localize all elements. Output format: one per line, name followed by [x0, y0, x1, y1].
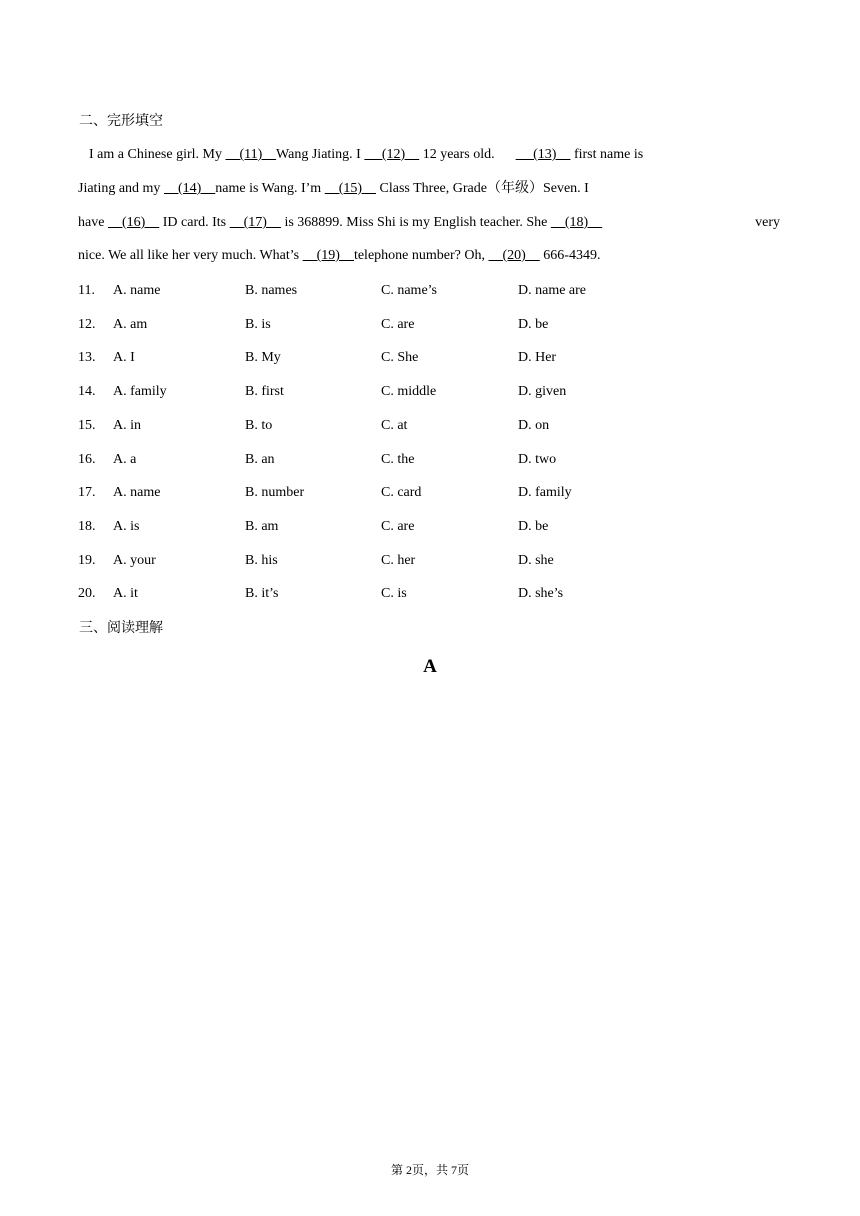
- blank-13: (13): [515, 147, 571, 162]
- option-d: D. she’s: [518, 586, 564, 601]
- blank-17: (17): [229, 215, 281, 230]
- blank-18: (18): [550, 215, 603, 230]
- question-row: [78, 382, 778, 402]
- option-c: C. at: [381, 418, 408, 433]
- passage-text: telephone number? Oh,: [353, 248, 489, 263]
- blank-16: (16): [107, 215, 160, 230]
- question-number: 13.: [78, 350, 96, 365]
- option-c: C. card: [381, 485, 422, 500]
- question-row: [78, 483, 778, 503]
- question-row: [78, 315, 778, 335]
- passage-heading: A: [423, 656, 437, 677]
- option-b: B. is: [245, 317, 271, 332]
- option-d: D. be: [518, 519, 549, 534]
- option-c: C. are: [381, 519, 415, 534]
- option-a: A. I: [113, 350, 135, 365]
- option-a: A. family: [113, 384, 167, 399]
- option-a: A. it: [113, 586, 138, 601]
- question-row: [78, 517, 778, 537]
- question-row: [78, 416, 778, 436]
- option-c: C. name’s: [381, 283, 437, 298]
- passage-line-3: [78, 213, 780, 233]
- section-title-cloze: 二、完形填空: [79, 113, 163, 129]
- question-number: 17.: [78, 485, 96, 500]
- option-a: A. your: [113, 553, 156, 568]
- passage-text: first name is: [570, 147, 644, 162]
- option-d: D. two: [518, 452, 557, 467]
- question-number: 14.: [78, 384, 96, 399]
- question-number: 18.: [78, 519, 96, 534]
- question-row: [78, 281, 778, 301]
- option-a: A. in: [113, 418, 141, 433]
- question-row: [78, 584, 778, 604]
- option-c: C. are: [381, 317, 415, 332]
- passage-text: nice. We all like her very much. What’s: [78, 248, 303, 263]
- passage-text: Jiating and my: [78, 181, 164, 196]
- option-b: B. number: [245, 485, 305, 500]
- option-a: A. name: [113, 485, 161, 500]
- passage-text: have: [78, 215, 108, 230]
- option-c: C. her: [381, 553, 416, 568]
- option-b: B. his: [245, 553, 278, 568]
- passage-line-1: [89, 145, 769, 165]
- blank-14: (14): [163, 181, 216, 196]
- option-b: B. first: [245, 384, 284, 399]
- option-b: B. am: [245, 519, 279, 534]
- blank-12: (12): [364, 147, 420, 162]
- option-b: B. to: [245, 418, 273, 433]
- option-d: D. given: [518, 384, 567, 399]
- blank-20: (20): [488, 248, 540, 263]
- option-d: D. Her: [518, 350, 557, 365]
- passage-text: I am a Chinese girl. My: [89, 147, 226, 162]
- page-footer: 第 2页，共 7页: [390, 1163, 469, 1177]
- passage-text: name is Wang. I’m: [215, 181, 325, 196]
- section-title-reading: 三、阅读理解: [79, 620, 163, 636]
- blank-19: (19): [302, 248, 354, 263]
- option-b: B. it’s: [245, 586, 279, 601]
- option-b: B. names: [245, 283, 298, 298]
- passage-line-2: [78, 179, 780, 199]
- option-d: D. be: [518, 317, 549, 332]
- option-d: D. name are: [518, 283, 587, 298]
- option-a: A. am: [113, 317, 148, 332]
- option-d: D. family: [518, 485, 572, 500]
- passage-line-4: [78, 246, 780, 266]
- option-c: C. is: [381, 586, 407, 601]
- question-row: [78, 348, 778, 368]
- passage-text: Class Three, Grade（年级）Seven. I: [376, 181, 589, 196]
- question-number: 20.: [78, 586, 96, 601]
- passage-text: 666-4349.: [539, 248, 601, 263]
- question-number: 12.: [78, 317, 96, 332]
- option-c: C. She: [381, 350, 419, 365]
- question-number: 15.: [78, 418, 96, 433]
- passage-text: is 368899. Miss Shi is my English teacher. She: [280, 215, 551, 230]
- blank-15: (15): [324, 181, 377, 196]
- question-row: [78, 551, 778, 571]
- question-number: 11.: [78, 283, 95, 298]
- question-row: [78, 450, 778, 470]
- option-d: D. she: [518, 553, 554, 568]
- option-b: B. an: [245, 452, 275, 467]
- passage-text: Wang Jiating. I: [276, 147, 365, 162]
- question-number: 19.: [78, 553, 96, 568]
- blank-11: (11): [225, 147, 277, 162]
- option-c: C. middle: [381, 384, 437, 399]
- passage-text: ID card. Its: [159, 215, 230, 230]
- option-b: B. My: [245, 350, 281, 365]
- option-a: A. a: [113, 452, 137, 467]
- option-c: C. the: [381, 452, 415, 467]
- passage-text: very: [755, 215, 780, 230]
- option-d: D. on: [518, 418, 550, 433]
- option-a: A. is: [113, 519, 140, 534]
- question-number: 16.: [78, 452, 96, 467]
- option-a: A. name: [113, 283, 161, 298]
- passage-text: 12 years old.: [419, 147, 495, 162]
